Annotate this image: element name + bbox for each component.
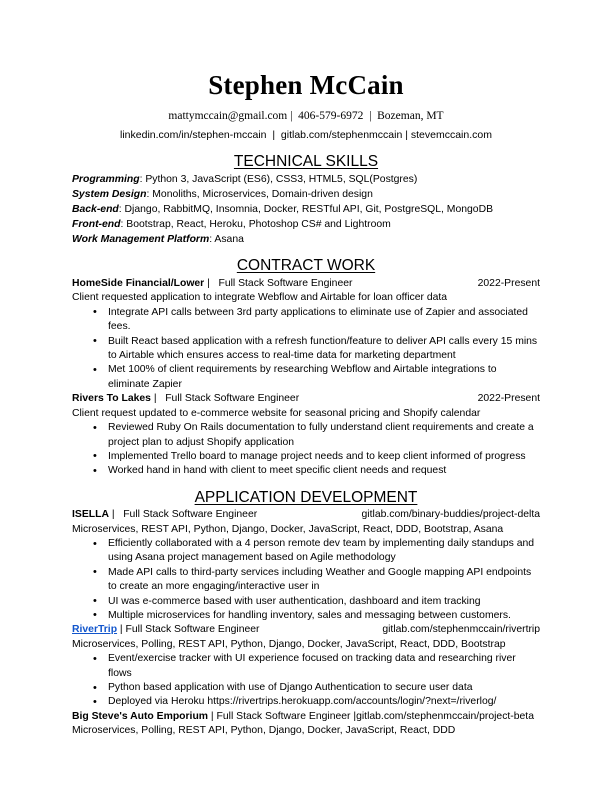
project-bullet-list — [72, 652, 540, 709]
project-role: Full Stack Software Engineer — [125, 624, 260, 636]
bullet-item: • UI was e-commerce based with user authentication, dashboard and item tracking — [72, 595, 540, 609]
project-name: ISELLA — [72, 508, 109, 520]
experience-entry — [72, 392, 540, 479]
project-header — [72, 710, 540, 725]
project-entry — [72, 710, 540, 739]
employer-name: Rivers To Lakes — [72, 393, 151, 405]
skill-label: Programming — [72, 174, 140, 185]
project-header — [72, 508, 540, 523]
contact-line-primary: mattymccain@gmail.com | 406-579-6972 | Bozeman, MT — [168, 110, 444, 123]
bullet-item: • Integrate API calls between 3rd party applications to eliminate use of Zapier and associated fees. — [72, 306, 540, 335]
bullet-item: • Event/exercise tracker with UI experience focused on tracking data and researching river flows — [72, 652, 540, 681]
bullet-item: • Python based application with use of Django Authentication to secure user data — [72, 681, 540, 695]
bullet-item: • Worked hand in hand with client to meet specific client needs and request — [72, 464, 540, 478]
bullet-item: • Met 100% of client requirements by researching Webflow and Airtable integrations to eliminate Zapier — [72, 363, 540, 392]
skill-label: Back-end — [72, 204, 119, 216]
section-heading-technical-skills-label: TECHNICAL SKILLS — [233, 152, 379, 170]
skill-row — [72, 187, 540, 202]
skill-row — [72, 232, 540, 247]
project-bullet-list — [72, 537, 540, 623]
field-separator: | — [117, 624, 126, 636]
section-heading-contract-work — [72, 256, 540, 275]
skill-value: : Asana — [209, 234, 244, 246]
bullet-item: • Multiple microservices for handling inventory, sales and messaging between customers. — [72, 609, 540, 623]
job-title: Full Stack Software Engineer — [165, 393, 300, 405]
experience-entry — [72, 277, 540, 392]
experience-header — [72, 392, 540, 407]
experience-summary: Client request updated to e-commerce website for seasonal pricing and Shopify calendar — [72, 407, 481, 419]
project-name: Big Steve's Auto Emporium — [72, 710, 209, 722]
project-tech-stack: Microservices, Polling, REST API, Python, Django, Docker, JavaScript, React, DDD — [72, 725, 456, 737]
skill-value: : Django, RabbitMQ, Insomnia, Docker, RESTful API, Git, PostgreSQL, MongoDB — [118, 204, 494, 216]
bullet-item: • Built React based application with a refresh function/feature to deliver API calls every 15 mins to Airtable which ensures access to real-time data for marketing department — [72, 335, 540, 364]
bullet-item: • Made API calls to third-party services including Weather and Google mapping API endpoints to create an more engaging/interactive user in — [72, 566, 540, 595]
skill-value: : Bootstrap, React, Heroku, Photoshop CS# and Lightroom — [120, 219, 391, 231]
field-separator: | — [204, 277, 219, 289]
experience-header — [72, 277, 540, 292]
skill-label: System Design — [72, 189, 147, 201]
project-entry — [72, 623, 540, 710]
employer-name: HomeSide Financial/Lower — [72, 277, 205, 289]
skill-row — [72, 202, 540, 217]
project-tech-stack: Microservices, REST API, Python, Django, Docker, JavaScript, React, DDD, Bootstrap, Asana — [72, 523, 504, 535]
skill-label: Work Management Platform — [72, 234, 210, 246]
project-repo-url[interactable]: gitlab.com/binary-buddies/project-delta — [361, 508, 540, 520]
skill-row — [72, 172, 540, 187]
field-separator: | — [208, 710, 217, 722]
job-title: Full Stack Software Engineer — [218, 277, 353, 289]
field-separator: | — [150, 393, 166, 405]
bullet-item: • Reviewed Ruby On Rails documentation to fully understand client requirements and create a project plan to adjust Shopify application — [72, 421, 540, 450]
project-role[interactable]: Full Stack Software Engineer |gitlab.com/stephenmccain/project-beta — [216, 710, 534, 722]
project-role: Full Stack Software Engineer — [123, 508, 258, 520]
project-header — [72, 623, 540, 638]
section-heading-technical-skills — [72, 152, 540, 171]
field-separator: | — [108, 508, 124, 520]
project-entry — [72, 508, 540, 623]
skill-row — [72, 217, 540, 232]
employment-dates: 2022-Present — [477, 393, 540, 405]
experience-bullet-list — [72, 306, 540, 392]
bullet-item: • Implemented Trello board to manage project needs and to keep client informed of progress — [72, 450, 540, 464]
section-heading-application-development-label: APPLICATION DEVELOPMENT — [194, 488, 418, 506]
skill-value: : Monoliths, Microservices, Domain-driven design — [146, 189, 373, 201]
skill-value: : Python 3, JavaScript (ES6), CSS3, HTML5, SQL(Postgres) — [139, 174, 418, 185]
candidate-name: Stephen McCain — [208, 70, 404, 100]
project-name-link[interactable]: RiverTrip — [72, 624, 118, 636]
resume-header — [72, 0, 540, 143]
project-repo-url[interactable]: gitlab.com/stephenmccain/rivertrip — [382, 624, 540, 636]
bullet-item: • Efficiently collaborated with a 4 person remote dev team by implementing daily standups and using Asana project management based on Agile methodology — [72, 537, 540, 566]
section-heading-contract-work-label: CONTRACT WORK — [236, 257, 376, 275]
skill-label: Front-end — [72, 219, 121, 231]
section-heading-application-development — [72, 488, 540, 507]
experience-bullet-list — [72, 421, 540, 478]
technical-skills-list — [72, 172, 540, 247]
experience-summary: Client requested application to integrate Webflow and Airtable for loan officer data — [72, 292, 448, 304]
contact-line-links: linkedin.com/in/stephen-mccain | gitlab.com/stephenmccain | stevemccain.com — [120, 128, 492, 141]
project-tech-stack: Microservices, Polling, REST API, Python, Django, Docker, JavaScript, React, DDD, Bootstrap — [72, 638, 506, 650]
bullet-item: • Deployed via Heroku https://rivertrips.herokuapp.com/accounts/login/?next=/riverlog/ — [72, 695, 540, 709]
employment-dates: 2022-Present — [477, 277, 540, 289]
